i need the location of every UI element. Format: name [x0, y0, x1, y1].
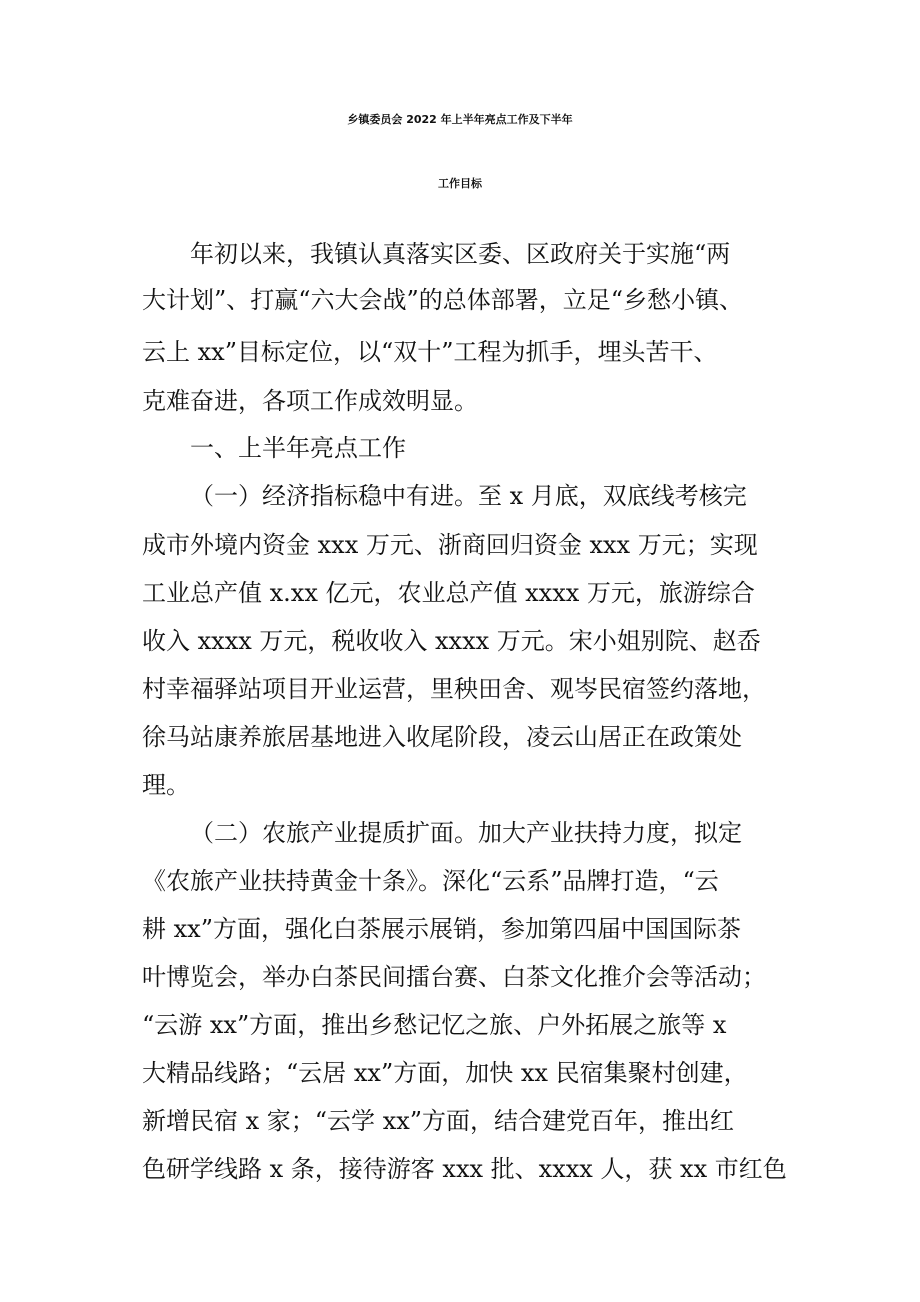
- body-line: 克难奋进，各项工作成效明显。: [142, 387, 478, 415]
- body-line: 《农旅产业扶持黄金十条》。深化“云系”品牌打造，“云: [142, 867, 719, 895]
- document-title-line-2: 工作目标: [438, 177, 482, 190]
- body-line: 叶博览会，举办白茶民间擂台赛、白茶文化推介会等活动；: [142, 963, 766, 991]
- body-line: 大计划”、打赢“六大会战”的总体部署，立足“乡愁小镇、: [142, 286, 744, 314]
- body-line: 大精品线路；“云居 xx”方面，加快 xx 民宿集聚村创建，: [142, 1059, 748, 1087]
- body-line: “云游 xx”方面，推出乡愁记忆之旅、户外拓展之旅等 x: [142, 1011, 727, 1039]
- section-heading: 一、上半年亮点工作: [190, 434, 406, 462]
- body-line: 徐马站康养旅居基地进入收尾阶段，凌云山居正在政策处: [142, 723, 742, 751]
- body-line: 村幸福驿站项目开业运营，里秧田舍、观岑民宿签约落地，: [142, 675, 766, 703]
- document-title-line-1: 乡镇委员会 2022 年上半年亮点工作及下半年: [347, 113, 573, 126]
- body-line: （一）经济指标稳中有进。至 x 月底，双底线考核完: [190, 482, 747, 510]
- body-line: 工业总产值 x.xx 亿元，农业总产值 xxxx 万元，旅游综合: [142, 579, 755, 607]
- body-line: 新增民宿 x 家；“云学 xx”方面，结合建党百年，推出红: [142, 1107, 735, 1135]
- body-line: 成市外境内资金 xxx 万元、浙商回归资金 xxx 万元；实现: [142, 531, 758, 559]
- body-line: （二）农旅产业提质扩面。加大产业扶持力度，拟定: [190, 819, 742, 847]
- body-line: 收入 xxxx 万元，税收收入 xxxx 万元。宋小姐别院、赵岙: [142, 627, 761, 655]
- body-line: 年初以来，我镇认真落实区委、区政府关于实施“两: [190, 240, 731, 268]
- body-line: 理。: [142, 771, 190, 799]
- body-line: 云上 xx”目标定位，以“双十”工程为抓手，埋头苦干、: [142, 338, 718, 366]
- body-line: 耕 xx”方面，强化白茶展示展销，参加第四届中国国际茶: [142, 915, 741, 943]
- body-line: 色研学线路 x 条，接待游客 xxx 批、xxxx 人，获 xx 市红色: [142, 1155, 787, 1183]
